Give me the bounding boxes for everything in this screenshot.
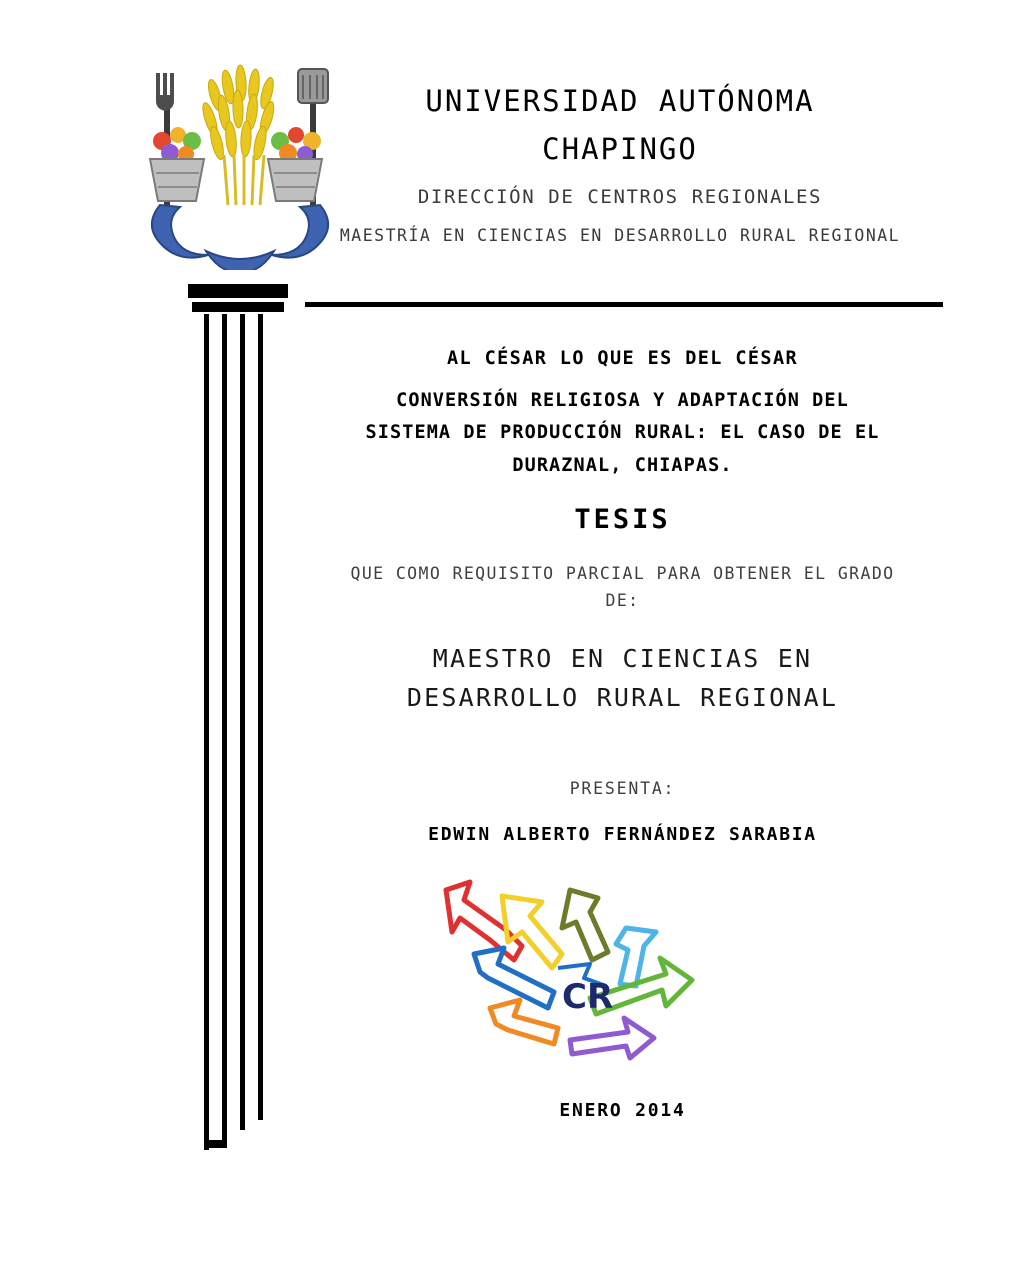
wheat-sheaf-shape <box>200 65 277 205</box>
requirement-line1: QUE COMO REQUISITO PARCIAL PARA OBTENER EL GRADO <box>350 564 895 584</box>
degree-line2: DESARROLLO RURAL REGIONAL <box>406 682 839 712</box>
presents-label: PRESENTA: <box>569 779 676 799</box>
document-header <box>300 80 940 254</box>
thesis-label: TESIS <box>574 504 671 536</box>
cr-logo-text: CR <box>562 977 614 1017</box>
author-name: EDWIN ALBERTO FERNÁNDEZ SARABIA <box>428 824 817 846</box>
degree-line1: MAESTRO EN CIENCIAS EN <box>432 643 813 673</box>
program-line: MAESTRÍA EN CIENCIAS EN DESARROLLO RURAL REGIONAL <box>339 225 901 245</box>
thesis-title-main: AL CÉSAR LO QUE ES DEL CÉSAR <box>446 348 799 369</box>
thesis-subtitle-line3: DURAZNAL, CHIAPAS. <box>512 454 733 476</box>
document-body <box>300 340 945 845</box>
direction-line: DIRECCIÓN DE CENTROS REGIONALES <box>417 186 823 209</box>
left-basket-shape <box>150 127 204 201</box>
thesis-subtitle-line2: SISTEMA DE PRODUCCIÓN RURAL: EL CASO DE EL <box>365 422 880 444</box>
publication-date: ENERO 2014 <box>559 1100 686 1121</box>
column-decoration <box>180 280 300 1150</box>
university-name-line2: CHAPINGO <box>542 132 698 167</box>
cr-mexico-arrows-logo-icon <box>430 868 730 1078</box>
header-divider-rule <box>305 302 943 307</box>
university-name-line1: UNIVERSIDAD AUTÓNOMA <box>425 84 815 118</box>
thesis-subtitle-line1: CONVERSIÓN RELIGIOSA Y ADAPTACIÓN DEL <box>396 390 849 411</box>
requirement-line2: DE: <box>605 590 640 610</box>
